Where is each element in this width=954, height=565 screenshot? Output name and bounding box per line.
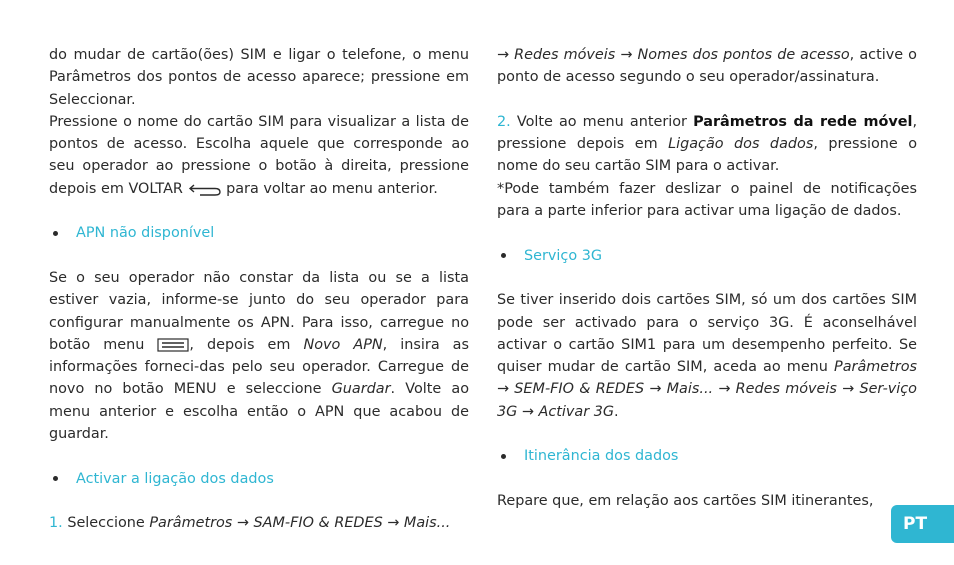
language-tag: PT [891, 505, 954, 543]
paragraph-apn-manual: Se o seu operador não constar da lista ou se a lista estiver vazia, informe-se junto do seu operador para configurar manualmente os APN. Para isso, carregue no botão menu , depois em Novo APN, insira as informações forneci-das pelo seu operador. Carregue de novo no botão MENU e seleccione Guardar. Volte ao menu anterior e escolha então o APN que acabou de guardar. [49, 269, 470, 443]
heading-3g-service: Serviço 3G [497, 245, 917, 267]
step-1: 1. Seleccione Parâmetros → SAM-FIO & REDES → Mais... [49, 515, 451, 532]
left-column [49, 44, 469, 535]
note-notifications: *Pode também fazer deslizar o painel de notificações para a parte inferior para activar uma ligação de dados. [497, 180, 917, 220]
paragraph-apn-select: Pressione o nome do cartão SIM para visualizar a lista de pontos de acesso. Escolha aquele que corresponde ao seu operador ao pressione o botão à direita, pressione depois em VOLTAR para voltar ao menu anterior. [49, 113, 469, 197]
step-2: 2. Volte ao menu anterior Parâmetros da rede móvel, pressione depois em Ligação dos dados, pressione o nome do seu cartão SIM para o activar. [497, 113, 918, 175]
paragraph-sim-change: do mudar de cartão(ões) SIM e ligar o telefone, o menu Parâmetros dos pontos de acesso aparece; pressione em Seleccionar. [49, 47, 469, 108]
menu-icon [157, 338, 189, 352]
heading-data-roaming: Itinerância dos dados [497, 445, 917, 467]
heading-activate-data: Activar a ligação dos dados [49, 468, 469, 490]
heading-apn-unavailable: APN não disponível [49, 222, 469, 244]
paragraph-3g: Se tiver inserido dois cartões SIM, só um dos cartões SIM pode ser activado para o serviço 3G. É aconselhável activar o cartão SIM1 para um desempenho perfeito. Se quiser mudar de cartão SIM, aceda ao menu Parâmetros → SEM-FIO & REDES → Mais... → Redes móveis → Ser-viço 3G → Activar 3G. [497, 292, 918, 420]
back-arrow-icon [188, 182, 222, 196]
paragraph-roaming: Repare que, em relação aos cartões SIM itinerantes, [497, 492, 874, 509]
paragraph-access-point: → Redes móveis → Nomes dos pontos de acesso, active o ponto de acesso segundo o seu operador/assinatura. [497, 47, 917, 86]
right-column [497, 44, 917, 512]
